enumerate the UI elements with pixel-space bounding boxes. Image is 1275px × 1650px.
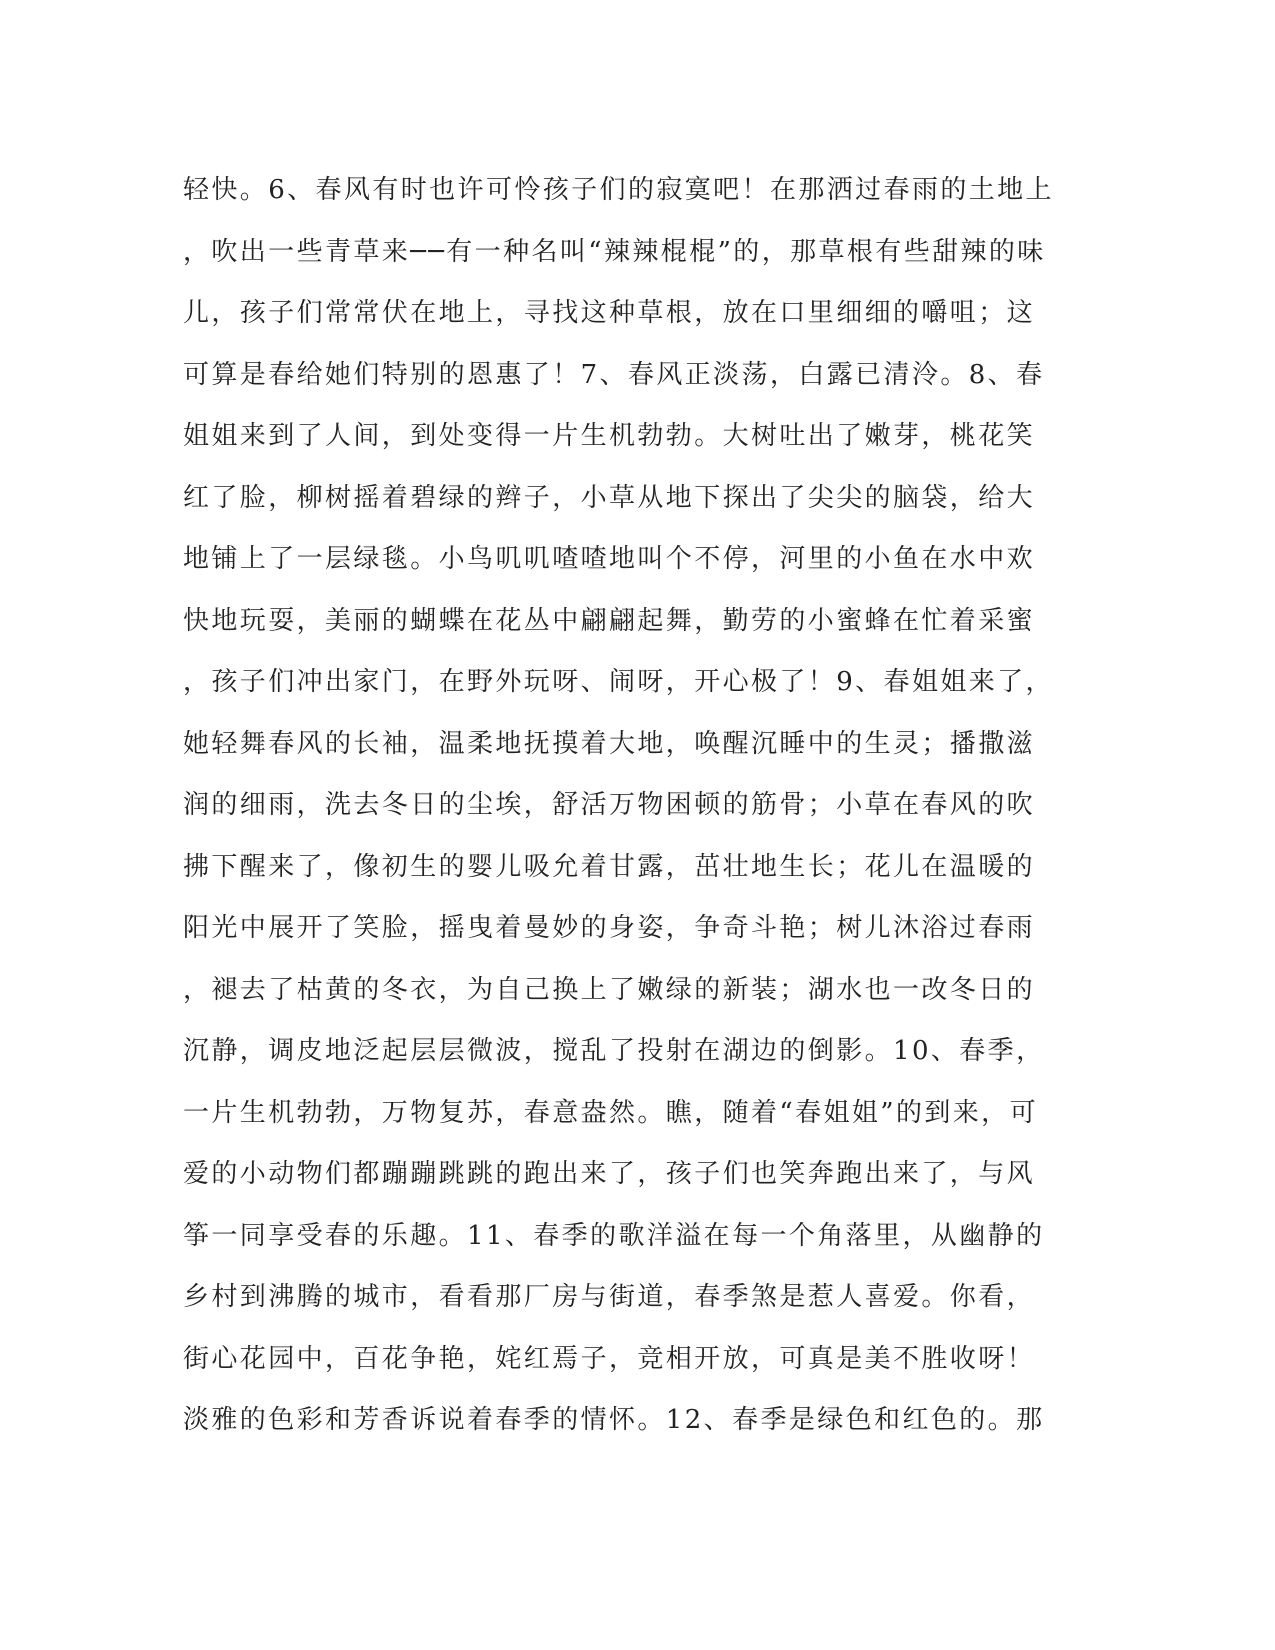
text-line: 爱的小动物们都蹦蹦跳跳的跑出来了，孩子们也笑奔跑出来了，与风: [183, 1159, 1036, 1189]
text-line: 快地玩耍，美丽的蝴蝶在花丛中翩翩起舞，勤劳的小蜜蜂在忙着采蜜: [183, 605, 1036, 636]
text-line: 拂下醒来了，像初生的婴儿吸允着甘露，茁壮地生长；花儿在温暖的: [183, 851, 1036, 882]
text-line: 可算是春给她们特别的恩惠了！7、春风正淡荡，白露已清泠。8、春: [183, 359, 1045, 390]
text-line: 筝一同享受春的乐趣。11、春季的歌洋溢在每一个角落里，从幽静的: [183, 1220, 1045, 1251]
text-line: 姐姐来到了人间，到处变得一片生机勃勃。大树吐出了嫩芽，桃花笑: [183, 421, 1036, 451]
text-line: 街心花园中，百花争艳，姹红焉子，竞相开放，可真是美不胜收呀！: [183, 1343, 1036, 1374]
text-line: 红了脸，柳树摇着碧绿的辫子，小草从地下探出了尖尖的脑袋，给大: [183, 482, 1036, 513]
text-line: ，褪去了枯黄的冬衣，为自己换上了嫩绿的新装；湖水也一改冬日的: [183, 974, 1036, 1005]
text-line: ，吹出一些青草来──有一种名叫“辣辣棍棍”的，那草根有些甜辣的味: [183, 236, 1046, 267]
text-line: 淡雅的色彩和芳香诉说着春季的情怀。12、春季是绿色和红色的。那: [183, 1405, 1045, 1435]
text-line: 一片生机勃勃，万物复苏，春意盎然。瞧，随着“春姐姐”的到来，可: [183, 1097, 1038, 1128]
text-line: 沉静，调皮地泛起层层微波，搅乱了投射在湖边的倒影。10、春季，: [183, 1036, 1045, 1066]
text-line: 阳光中展开了笑脸，摇曳着曼妙的身姿，争奇斗艳；树儿沐浴过春雨: [183, 913, 1036, 943]
text-line: 润的细雨，洗去冬日的尘埃，舒活万物困顿的筋骨；小草在春风的吹: [183, 790, 1036, 820]
text-line: 儿，孩子们常常伏在地上，寻找这种草根，放在口里细细的嚼咀；这: [183, 298, 1036, 328]
text-line: ，孩子们冲出家门，在野外玩呀、闹呀，开心极了！9、春姐姐来了，: [183, 667, 1054, 697]
text-line: 轻快。6、春风有时也许可怜孩子们的寂寞吧！在那洒过春雨的土地上: [183, 175, 1054, 205]
text-line: 乡村到沸腾的城市，看看那厂房与街道，春季煞是惹人喜爱。你看，: [183, 1282, 1036, 1312]
text-line: 地铺上了一层绿毯。小鸟叽叽喳喳地叫个不停，河里的小鱼在水中欢: [183, 544, 1036, 574]
body-text: [183, 160, 1063, 1452]
text-line: 她轻舞春风的长袖，温柔地抚摸着大地，唤醒沉睡中的生灵；播撒滋: [183, 728, 1036, 759]
